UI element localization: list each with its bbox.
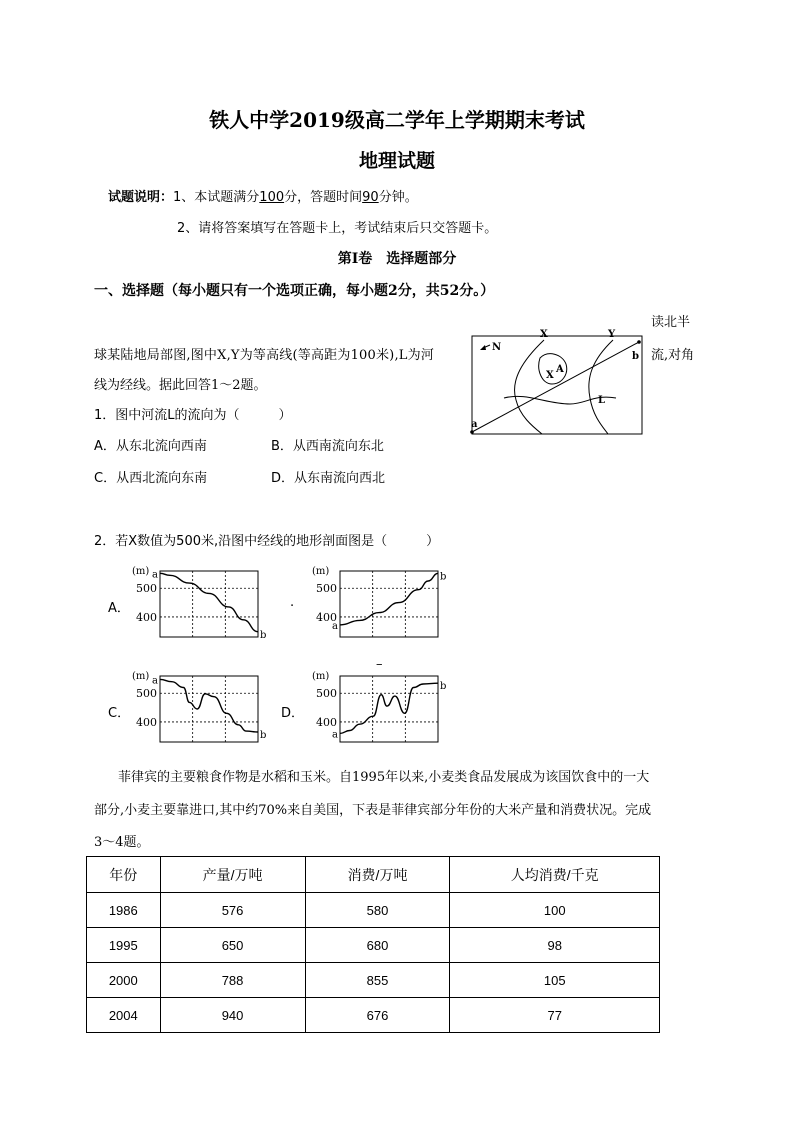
cell-consumption: 855 [305,963,450,998]
cell-per-capita: 100 [450,893,660,928]
q34-line-1: 菲律宾的主要粮食作物是水稻和玉米。自1995年以来,小麦类食品发展成为该国饮食中的一大 [118,770,650,785]
cell-consumption: 680 [305,928,450,963]
y-tick-label: 500 [316,687,337,701]
y-tick-label: 500 [136,582,157,596]
cell-year: 1986 [87,893,161,928]
instructions-label: 试题说明： [108,190,174,205]
end-label-b: b [260,629,267,641]
instructions-line-2: 2、请将答案填写在答题卡上，考试结束后只交答题卡。 [177,221,498,236]
y-tick-label: 400 [136,715,157,729]
label-x-top: X [540,329,548,340]
col-header-output: 产量/万吨 [160,857,305,893]
q1-option-c[interactable]: C．从西北流向东南 [94,471,208,486]
plot-frame [340,676,438,742]
q2-stem: 2．若X数值为500米,沿图中经线的地形剖面图是（ ） [94,534,440,549]
cell-per-capita: 105 [450,963,660,998]
y-tick-label: 500 [316,582,337,596]
profile-line [340,683,438,733]
intro-line-2: 球某陆地局部图,图中X,Y为等高线(等高距为100米),L为河 [94,348,435,363]
point-a [470,430,474,434]
cell-output: 650 [160,928,305,963]
col-header-consumption: 消费/万吨 [305,857,450,893]
contour-x [515,340,544,434]
end-label-b: b [260,729,267,741]
q2-option-d[interactable]: D． [281,706,305,721]
cell-year: 2004 [87,998,161,1033]
profile-chart-d[interactable] [310,668,450,748]
cell-consumption: 580 [305,893,450,928]
point-b [637,340,641,344]
profile-line [160,679,258,732]
contour-map [468,326,648,438]
q2-option-b-mark: . [290,595,295,610]
table-row [87,893,660,928]
label-a: a [471,419,478,430]
label-b: b [632,351,639,362]
meridian-line [472,342,639,432]
intro-line-2-right: 流,对角 [651,348,695,363]
q1-option-d[interactable]: D．从东南流向西北 [271,471,386,486]
q34-line-2: 部分,小麦主要靠进口,其中约70%来自美国，下表是菲律宾部分年份的大米产量和消费状况。完成 [94,803,652,818]
cell-output: 940 [160,998,305,1033]
contour-y [589,340,613,434]
section-title: 一、选择题（每小题只有一个选项正确，每小题2分，共52分。） [94,283,495,299]
plot-frame [340,571,438,637]
end-label-b: b [440,571,447,583]
y-tick-label: 500 [136,687,157,701]
label-y-top: Y [608,329,616,340]
exam-title: 铁人中学2019级高二学年上学期期末考试 [209,108,585,132]
table-header-row [87,857,660,893]
cell-output: 576 [160,893,305,928]
cell-year: 1995 [87,928,161,963]
profile-line [160,573,258,632]
part-title: 第Ⅰ卷 选择题部分 [337,251,457,267]
col-header-per-capita: 人均消费/千克 [450,857,660,893]
time-value: 90 [362,190,379,205]
y-tick-label: 400 [316,715,337,729]
label-a-inner: A [556,364,564,375]
start-label-a: a [152,675,158,687]
stray-mark: – [376,657,383,672]
q2-option-c[interactable]: C． [108,706,131,721]
profile-chart-c[interactable] [130,668,270,748]
subject-title: 地理试题 [358,150,435,172]
y-tick-label: 400 [316,610,337,624]
instructions-line-1: 试题说明：1、本试题满分100分，答题时间90分钟。 [108,190,418,205]
start-label-a: a [332,620,338,632]
plot-frame [160,571,258,637]
cell-per-capita: 98 [450,928,660,963]
profile-chart-a[interactable] [130,563,270,643]
intro-line-1-right: 读北半 [651,315,691,330]
end-label-b: b [440,681,447,693]
table-row [87,928,660,963]
col-header-year: 年份 [87,857,161,893]
rice-data-table [86,856,660,1033]
y-unit-label: (m) [312,566,330,577]
start-label-a: a [332,729,338,741]
label-x-inner: X [546,370,554,381]
north-arrow-head [480,345,486,350]
north-label: N [492,342,502,353]
plot-frame [160,676,258,742]
q2-option-a[interactable]: A． [108,601,130,616]
cell-per-capita: 77 [450,998,660,1033]
table-row [87,963,660,998]
score-value: 100 [259,190,285,205]
cell-consumption: 676 [305,998,450,1033]
intro-line-3: 线为经线。据此回答1～2题。 [94,378,267,393]
q1-option-b[interactable]: B．从西南流向东北 [271,439,384,454]
table-row [87,998,660,1033]
label-l: L [598,395,606,406]
q1-option-a[interactable]: A．从东北流向西南 [94,439,207,454]
cell-year: 2000 [87,963,161,998]
cell-output: 788 [160,963,305,998]
profile-chart-b[interactable] [310,563,450,643]
start-label-a: a [152,569,158,581]
y-unit-label: (m) [312,671,330,682]
y-tick-label: 400 [136,610,157,624]
q1-stem: 1．图中河流L的流向为（ ） [94,408,292,423]
y-unit-label: (m) [132,671,150,682]
q34-line-3: 3～4题。 [94,835,150,850]
y-unit-label: (m) [132,566,150,577]
